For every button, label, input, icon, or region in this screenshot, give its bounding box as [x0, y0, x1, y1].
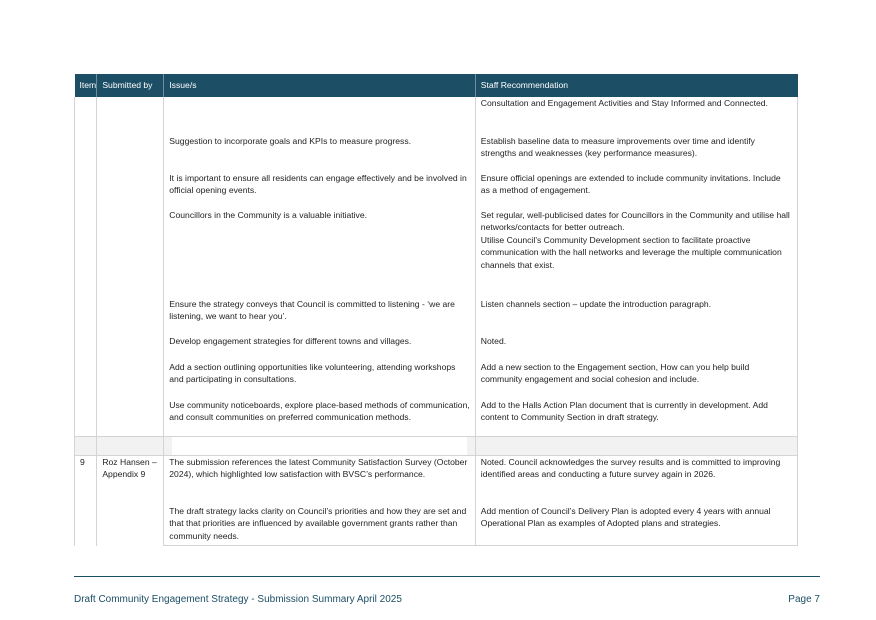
issue-cell: Ensure the strategy conveys that Council is committed to listening - ‘we are listening, we want to hear you’.	[164, 298, 476, 335]
table-row-item-9	[75, 456, 798, 506]
table-row	[75, 335, 798, 361]
recommendation-cell: Establish baseline data to measure improvements over time and identify strengths and weaknesses (key performance measures).	[475, 135, 797, 172]
table-row	[75, 399, 798, 437]
header-submitted-by: Submitted by	[97, 74, 164, 97]
issue-cell: The draft strategy lacks clarity on Council’s priorities and how they are set and that that priorities are influenced by available government grants rather than community needs.	[164, 505, 476, 546]
table-row	[75, 97, 798, 135]
recommendation-cell: Consultation and Engagement Activities and Stay Informed and Connected.	[475, 97, 797, 135]
recommendation-cell: Add a new section to the Engagement section, How can you help build community engagement and social cohesion and include.	[475, 361, 797, 399]
issue-cell: Use community noticeboards, explore place-based methods of communication, and consult communities on preferred communication methods.	[164, 399, 476, 437]
recommendation-cell: Listen channels section – update the introduction paragraph.	[475, 298, 797, 335]
recommendation-cell: Noted.	[475, 335, 797, 361]
issue-cell: It is important to ensure all residents can engage effectively and be involved in official opening events.	[164, 172, 476, 209]
header-staff-recommendation: Staff Recommendation	[475, 74, 797, 97]
table-separator-row	[75, 437, 798, 456]
recommendation-cell: Ensure official openings are extended to include community invitations. Include as a method of engagement.	[475, 172, 797, 209]
recommendation-cell: Add mention of Council’s Delivery Plan is adopted every 4 years with annual Operational Plan as examples of Adopted plans and strategies.	[475, 505, 797, 546]
table-row	[75, 135, 798, 172]
footer-divider	[74, 576, 820, 577]
recommendation-cell: Add to the Halls Action Plan document that is currently in development. Add content to Community Section in draft strategy.	[475, 399, 797, 437]
header-item: Item	[75, 74, 97, 97]
issue-cell: Develop engagement strategies for different towns and villages.	[164, 335, 476, 361]
page-number: Page 7	[788, 594, 820, 605]
header-issues: Issue/s	[164, 74, 476, 97]
table-row	[75, 209, 798, 298]
table-header-row	[75, 74, 798, 97]
item-number: 9	[75, 456, 97, 546]
issue-cell	[164, 97, 476, 135]
issue-cell: Suggestion to incorporate goals and KPIs to measure progress.	[164, 135, 476, 172]
recommendation-cell: Set regular, well-publicised dates for Councillors in the Community and utilise hall networks/contacts for better outreach. Utilise Council’s Community Development section to facilitate proactive communication with the hall networks and leverage the multiple communication channels that exist.	[475, 209, 797, 298]
issue-cell: Councillors in the Community is a valuable initiative.	[164, 209, 476, 298]
submission-table	[74, 74, 798, 546]
footer-title: Draft Community Engagement Strategy - Submission Summary April 2025	[74, 594, 402, 605]
table-row	[75, 298, 798, 335]
recommendation-cell: Noted. Council acknowledges the survey results and is committed to improving identified areas and conducting a future survey again in 2026.	[475, 456, 797, 506]
issue-cell: Add a section outlining opportunities like volunteering, attending workshops and participating in consultations.	[164, 361, 476, 399]
table-row	[75, 361, 798, 399]
table-row	[75, 172, 798, 209]
submission-table-container	[74, 74, 798, 546]
submitted-by: Roz Hansen – Appendix 9	[97, 456, 164, 546]
table-row	[75, 505, 798, 546]
issue-cell: The submission references the latest Community Satisfaction Survey (October 2024), which highlighted low satisfaction with BVSC’s performance.	[164, 456, 476, 506]
